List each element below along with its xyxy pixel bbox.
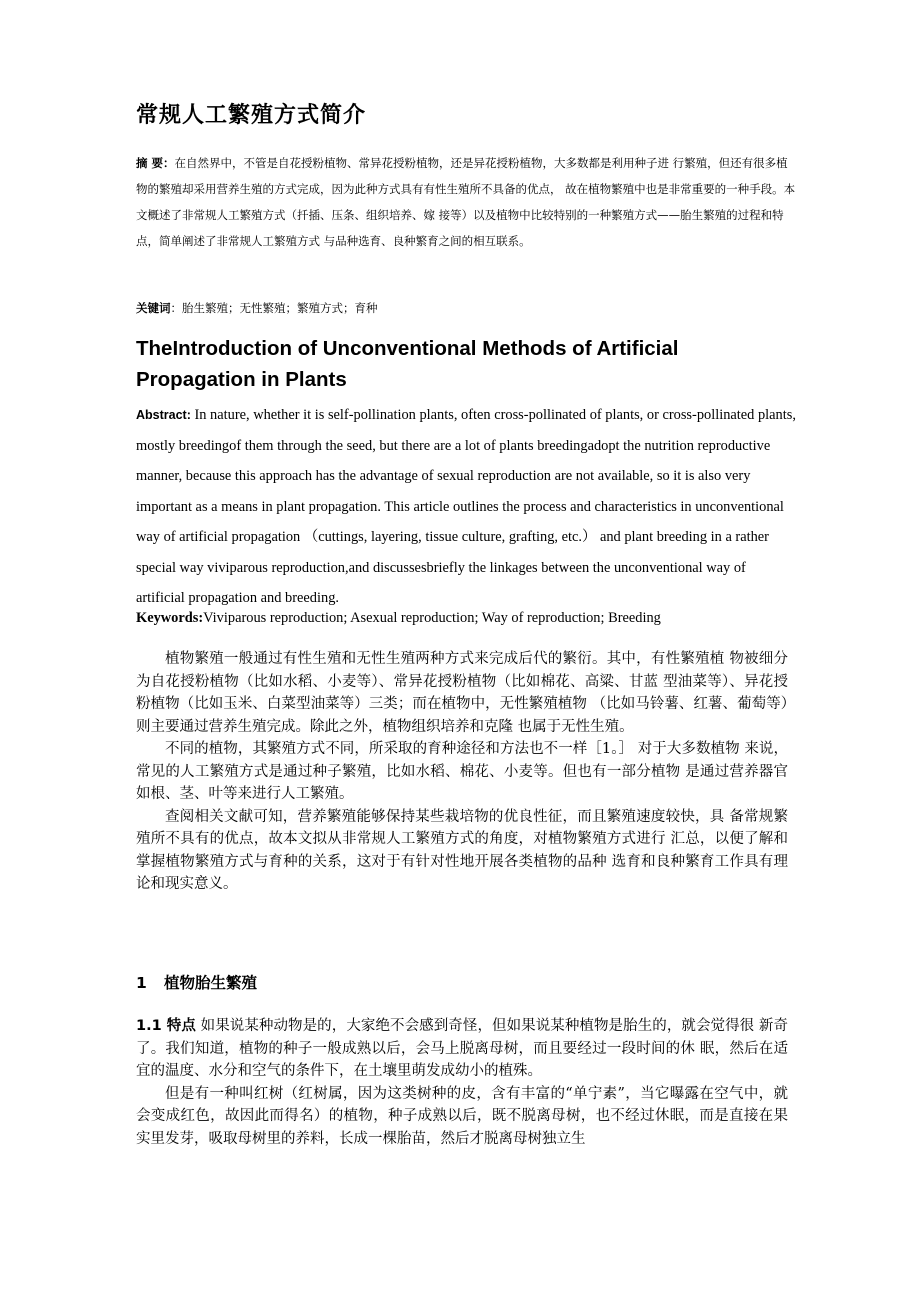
subsection-1-1-text: 如果说某种动物是的，大家绝不会感到奇怪，但如果说某种植物是胎生的，就会觉得很 新奇了。我们知道，植物的种子一般成熟以后，会马上脱离母树，而且要经过一段时间的休 眠，然后在适宜的温度、水分和空气的条件下，在土壤里萌发成幼小的植殊。 xyxy=(136,1018,788,1079)
english-abstract-label: Abstract: xyxy=(136,408,191,422)
chinese-keywords-label: 关键词 xyxy=(136,301,171,315)
chinese-abstract-text: 在自然界中，不管是自花授粉植物、常异花授粉植物，还是异花授粉植物，大多数都是利用种子进 行繁殖，但还有很多植物的繁殖却采用营养生殖的方式完成，因为此种方式具有有性生殖所不具备的优点， 故在植物繁殖中也是非常重要的一种手段。本文概述了非常规人工繁殖方式（扦插、压条、组织培养、嫁 接等）以及植物中比较特别的一种繁殖方式——胎生繁殖的过程和特点，简单阐述了非常规人工繁殖方式 与品种选育、良种繁育之间的相互联系。 xyxy=(136,156,796,248)
subsection-1-1-paragraph xyxy=(136,1015,788,1083)
english-keywords-label: Keywords: xyxy=(136,610,204,626)
chinese-keywords-text: ：胎生繁殖；无性繁殖；繁殖方式；育种 xyxy=(170,301,378,315)
english-abstract xyxy=(136,400,798,614)
chinese-abstract xyxy=(136,150,796,254)
section-1-heading xyxy=(136,971,257,993)
intro-paragraph-1: 植物繁殖一般通过有性生殖和无性生殖两种方式来完成后代的繁衍。其中，有性繁殖植 物被细分为自花授粉植物（比如水稻、小麦等）、常异花授粉植物（比如棉花、高粱、甘蓝 型油菜等）、异花授粉植物（比如玉米、白菜型油菜等）三类；而在植物中，无性繁殖植物 （比如马铃薯、红薯、葡萄等）则主要通过营养生殖完成。除此之外，植物组织培养和克隆 也属于无性生殖。 xyxy=(136,651,788,735)
intro-paragraph-3: 查阅相关文献可知，营养繁殖能够保持某些栽培物的优良性征，而且繁殖速度较快，具 备常规繁殖所不具有的优点，故本文拟从非常规人工繁殖方式的角度，对植物繁殖方式进行 汇总，以便了解和掌握植物繁殖方式与育种的关系，这对于有针对性地开展各类植物的品种 选育和良种繁育工作具有理论和现实意义。 xyxy=(136,808,788,892)
chinese-title: 常规人工繁殖方式简介 xyxy=(136,103,367,128)
english-keywords xyxy=(136,608,798,628)
section-1-title: 植物胎生繁殖 xyxy=(164,974,258,992)
english-abstract-text: In nature, whether it is self-pollination plants, often cross-pollinated of plants, or cross-pollinated plants, mostly breedingof them through the seed, but there are a lot of plants breedingadopt the nutrition reproductive manner, because this approach has the advantage of sexual reproduction are not available, so it is also very important as a means in plant propagation. This article outlines the process and characteristics in unconventional way of artificial propagation （cuttings, layering, tissue culture, grafting, etc.） and plant breeding in a rather special way viviparous reproduction,and discussesbriefly the linkages between the unconventional way of artificial propagation and breeding. xyxy=(136,407,796,606)
intro-paragraph-2: 不同的植物，其繁殖方式不同，所采取的育种途径和方法也不一样［1。］ 对于大多数植物 来说，常见的人工繁殖方式是通过种子繁殖，比如水稻、棉花、小麦等。但也有一部分植物 是通过营养器官如根、茎、叶等来进行人工繁殖。 xyxy=(136,741,788,802)
section-1-body xyxy=(136,1015,788,1150)
english-title: TheIntroduction of Unconventional Methods of Artificial Propagation in Plants xyxy=(136,337,679,391)
section-1-number: 1 xyxy=(136,974,147,992)
chinese-keywords xyxy=(136,298,796,318)
chinese-abstract-label: 摘 要： xyxy=(136,156,175,170)
subsection-1-1-label: 1.1 特点 xyxy=(136,1018,196,1034)
english-keywords-text: Viviparous reproduction; Asexual reproduction; Way of reproduction; Breeding xyxy=(203,610,661,626)
introduction-body xyxy=(136,648,788,896)
subsection-1-1-paragraph-2: 但是有一种叫红树（红树属，因为这类树种的皮，含有丰富的“单宁素”，当它曝露在空气中，就会变成红色，故因此而得名）的植物，种子成熟以后，既不脱离母树，也不经过休眠，而是直接在果实里发芽，吸取母树里的养料，长成一棵胎苗，然后才脱离母树独立生 xyxy=(136,1085,788,1147)
